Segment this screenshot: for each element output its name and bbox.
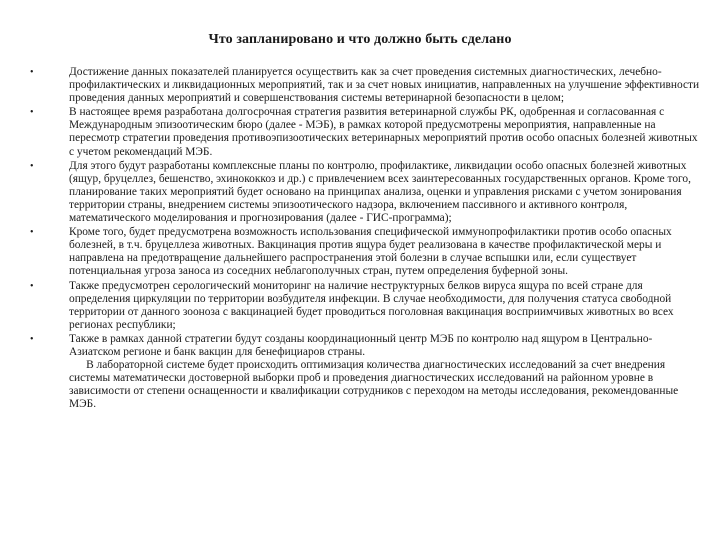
list-item-text: Для этого будут разработаны комплексные планы по контролю, профилактике, ликвидации особо опасных болезней животных (ящур, бруцеллез, бешенство, эхинококкоз и др.) с привлечением всех заинтересованных государственных органов. Кроме того, планирование таких мероприятий будет основано на принципах анализа, оценки и управления рисками с учетом зонирования территории страны, внедрением системы эпизоотического надзора, включением пассивного и активного контроля, математического моделирования и прогнозирования (далее - ГИС-программа); xyxy=(69,159,691,225)
list-item xyxy=(30,280,700,332)
list-item-continuation: В лабораторной системе будет происходить оптимизация количества диагностических исследований за счет внедрения системы математически достоверной выборки проб и проведения диагностических исследований на районном уровне в зависимости от степени оснащенности и квалификации сотрудников с переходом на методы исследования, рекомендованные МЭБ. xyxy=(69,359,682,411)
bullet-icon: • xyxy=(30,280,34,292)
list-item-text: Достижение данных показателей планируется осуществить как за счет проведения системных диагностических, лечебно-профилактических и ликвидационных мероприятий, так и за счет новых инициатив, направленных на улучшение эффективности проведения данных мероприятий и совершенствования системы ветеринарной безопасности в целом; xyxy=(69,66,700,105)
bullet-icon: • xyxy=(30,67,34,78)
bullet-icon: • xyxy=(30,227,34,239)
list-item xyxy=(30,333,700,412)
bullet-list xyxy=(30,66,700,412)
slide-title: Что запланировано и что должно быть сделано xyxy=(208,32,512,47)
bullet-icon: • xyxy=(30,160,34,172)
list-item-text: Также в рамках данной стратегии будут созданы координационный центр МЭБ по контролю над ящуром в Центрально-Азиатском регионе и банк вакцин для бенефициаров страны. xyxy=(69,332,653,358)
list-item-text: Также предусмотрен серологический мониторинг на наличие неструктурных белков вируса ящура по всей стране для определения циркуляции по территории возбудителя инфекции. В случае необходимости, для получения статуса свободной территории от данного зооноза с вакцинацией будет проводиться поголовная вакцинация восприимчивых животных во всех регионах республики; xyxy=(69,279,674,331)
list-item xyxy=(30,66,700,105)
bullet-icon: • xyxy=(30,333,34,345)
list-item xyxy=(30,106,700,158)
list-item xyxy=(30,160,700,225)
bullet-icon: • xyxy=(30,107,34,119)
list-item-text: Кроме того, будет предусмотрена возможность использования специфической иммунопрофилактики против особо опасных болезней, в т.ч. бруцеллеза животных. Вакцинация против ящура будет реализована в качестве профилактической меры и направлена на предотвращение дальнейшего распространения этой болезни в случае вспышки или, если существует потенциальная угроза заноса из соседних неблагополучных стран, путем определения буферной зоны. xyxy=(69,226,672,278)
list-item-text: В настоящее время разработана долгосрочная стратегия развития ветеринарной службы РК, одобренная и согласованная с Международным эпизоотическим бюро (далее - МЭБ), в рамках которой предусмотрены мероприятия, направленные на пересмотр стратегии проведения противоэпизоотических ветеринарных мероприятий против особо опасных болезней животных с учетом рекомендаций МЭБ. xyxy=(69,106,698,158)
list-item xyxy=(30,226,700,278)
